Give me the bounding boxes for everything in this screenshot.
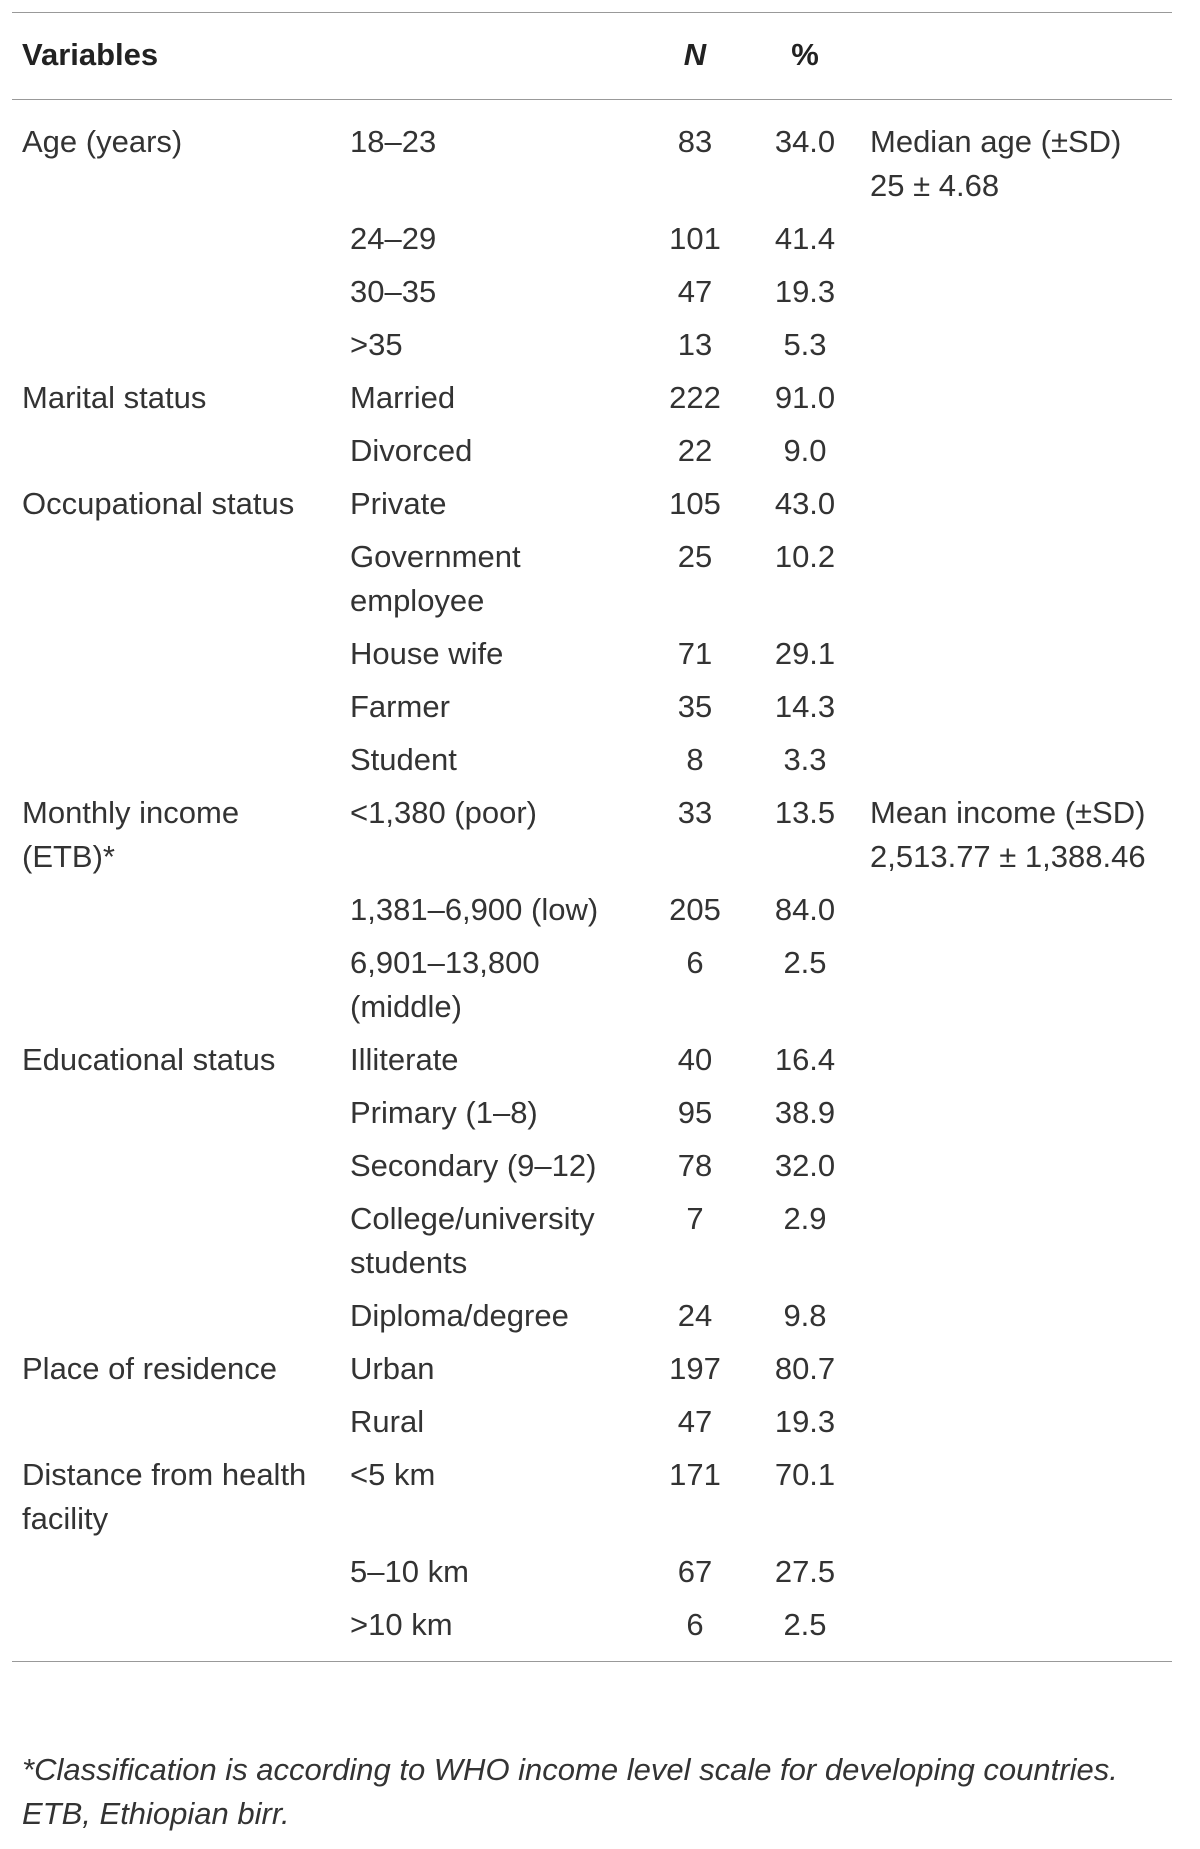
cell-category: Diploma/degree xyxy=(350,1298,569,1333)
table-row xyxy=(12,1189,1172,1286)
cell-variable xyxy=(12,1189,340,1286)
cell-percent: 3.3 xyxy=(783,742,827,777)
cell-n: 47 xyxy=(677,274,713,309)
cell-category: 5–10 km xyxy=(350,1554,469,1589)
cell-variable: Educational status xyxy=(22,1042,276,1077)
cell-note xyxy=(860,880,1172,933)
cell-note xyxy=(860,624,1172,677)
table-footnote: *Classification is according to WHO income level scale for developing countries. ETB, Ethiopian birr. xyxy=(22,1752,1118,1831)
cell-percent: 2.5 xyxy=(783,945,827,980)
table-row xyxy=(12,1339,1172,1392)
table-row xyxy=(12,933,1172,1030)
cell-note xyxy=(860,1542,1172,1595)
table-row xyxy=(12,1392,1172,1445)
cell-variable xyxy=(12,262,340,315)
cell-n: 25 xyxy=(677,539,713,574)
cell-category: <5 km xyxy=(350,1457,436,1492)
cell-variable: Age (years) xyxy=(22,124,183,159)
cell-n: 67 xyxy=(677,1554,713,1589)
table-row xyxy=(12,209,1172,262)
cell-variable xyxy=(12,209,340,262)
cell-variable: Monthly income (ETB)* xyxy=(22,795,240,874)
cell-percent: 13.5 xyxy=(774,795,836,830)
cell-category: Primary (1–8) xyxy=(350,1095,538,1130)
cell-variable xyxy=(12,527,340,624)
table-row xyxy=(12,1083,1172,1136)
cell-percent: 9.0 xyxy=(783,433,827,468)
header-n: N xyxy=(683,37,707,72)
cell-percent: 27.5 xyxy=(774,1554,836,1589)
cell-variable: Place of residence xyxy=(22,1351,278,1386)
table-row xyxy=(12,624,1172,677)
cell-category: Illiterate xyxy=(350,1042,459,1077)
cell-category: College/university students xyxy=(350,1201,595,1280)
cell-n: 47 xyxy=(677,1404,713,1439)
cell-n: 22 xyxy=(677,433,713,468)
cell-n: 35 xyxy=(677,689,713,724)
header-row xyxy=(12,13,1172,100)
cell-note xyxy=(860,1286,1172,1339)
table-row xyxy=(12,677,1172,730)
cell-note xyxy=(860,1136,1172,1189)
cell-percent: 32.0 xyxy=(774,1148,836,1183)
cell-n: 171 xyxy=(669,1457,721,1492)
cell-variable xyxy=(12,1286,340,1339)
table-row xyxy=(12,1595,1172,1662)
cell-category: 30–35 xyxy=(350,274,437,309)
table-row xyxy=(12,783,1172,880)
cell-variable xyxy=(12,1595,340,1662)
cell-n: 6 xyxy=(686,945,704,980)
cell-note xyxy=(860,209,1172,262)
cell-n: 7 xyxy=(686,1201,704,1236)
table-body xyxy=(12,100,1172,1662)
cell-variable xyxy=(12,1542,340,1595)
cell-category: >10 km xyxy=(350,1607,453,1642)
table-row xyxy=(12,527,1172,624)
cell-n: 101 xyxy=(669,221,721,256)
cell-n: 40 xyxy=(677,1042,713,1077)
cell-category: Student xyxy=(350,742,457,777)
cell-percent: 84.0 xyxy=(774,892,836,927)
cell-note xyxy=(860,730,1172,783)
cell-percent: 29.1 xyxy=(774,636,836,671)
table-row xyxy=(12,1136,1172,1189)
demographics-table xyxy=(12,12,1172,1662)
cell-note xyxy=(860,368,1172,421)
cell-percent: 14.3 xyxy=(774,689,836,724)
cell-category: Married xyxy=(350,380,456,415)
cell-category: 18–23 xyxy=(350,124,437,159)
table-row xyxy=(12,1445,1172,1542)
cell-note xyxy=(860,1445,1172,1542)
cell-category: <1,380 (poor) xyxy=(350,795,537,830)
cell-percent: 19.3 xyxy=(774,274,836,309)
header-note xyxy=(860,13,1172,100)
cell-note xyxy=(860,315,1172,368)
table-row xyxy=(12,730,1172,783)
table-row xyxy=(12,368,1172,421)
cell-n: 83 xyxy=(677,124,713,159)
cell-variable xyxy=(12,624,340,677)
table-row xyxy=(12,880,1172,933)
cell-note xyxy=(860,677,1172,730)
cell-note xyxy=(860,421,1172,474)
cell-percent: 38.9 xyxy=(774,1095,836,1130)
table-row xyxy=(12,315,1172,368)
cell-note xyxy=(860,1189,1172,1286)
cell-n: 105 xyxy=(669,486,721,521)
table-row xyxy=(12,1542,1172,1595)
cell-n: 71 xyxy=(677,636,713,671)
table-header xyxy=(12,13,1172,100)
cell-category: >35 xyxy=(350,327,403,362)
cell-note xyxy=(860,1339,1172,1392)
cell-variable: Distance from health facility xyxy=(22,1457,307,1536)
cell-category: 1,381–6,900 (low) xyxy=(350,892,599,927)
header-category xyxy=(340,13,640,100)
cell-variable xyxy=(12,421,340,474)
cell-category: Private xyxy=(350,486,447,521)
cell-variable xyxy=(12,1392,340,1445)
cell-note xyxy=(860,527,1172,624)
cell-n: 78 xyxy=(677,1148,713,1183)
cell-variable xyxy=(12,880,340,933)
cell-n: 95 xyxy=(677,1095,713,1130)
cell-note xyxy=(860,1595,1172,1662)
cell-category: House wife xyxy=(350,636,504,671)
cell-variable xyxy=(12,677,340,730)
table-row xyxy=(12,262,1172,315)
cell-category: Farmer xyxy=(350,689,450,724)
cell-category: Rural xyxy=(350,1404,425,1439)
table-row xyxy=(12,1030,1172,1083)
cell-percent: 70.1 xyxy=(774,1457,836,1492)
cell-n: 33 xyxy=(677,795,713,830)
cell-percent: 34.0 xyxy=(774,124,836,159)
header-variables: Variables xyxy=(22,37,159,72)
cell-category: 6,901–13,800 (middle) xyxy=(350,945,540,1024)
cell-n: 222 xyxy=(669,380,721,415)
cell-n: 197 xyxy=(669,1351,721,1386)
cell-variable: Marital status xyxy=(22,380,207,415)
cell-percent: 2.9 xyxy=(783,1201,827,1236)
cell-variable xyxy=(12,933,340,1030)
cell-note xyxy=(860,1392,1172,1445)
cell-percent: 16.4 xyxy=(774,1042,836,1077)
cell-variable xyxy=(12,1136,340,1189)
table-row xyxy=(12,100,1172,210)
cell-percent: 19.3 xyxy=(774,1404,836,1439)
cell-note xyxy=(860,1083,1172,1136)
cell-percent: 9.8 xyxy=(783,1298,827,1333)
cell-percent: 80.7 xyxy=(774,1351,836,1386)
cell-variable: Occupational status xyxy=(22,486,295,521)
cell-category: Divorced xyxy=(350,433,473,468)
cell-category: Government employee xyxy=(350,539,521,618)
cell-n: 13 xyxy=(677,327,713,362)
cell-variable xyxy=(12,1083,340,1136)
header-percent: % xyxy=(791,37,819,72)
cell-percent: 91.0 xyxy=(774,380,836,415)
cell-note: Median age (±SD) 25 ± 4.68 xyxy=(870,124,1122,203)
cell-variable xyxy=(12,315,340,368)
cell-note xyxy=(860,474,1172,527)
cell-percent: 10.2 xyxy=(774,539,836,574)
cell-category: 24–29 xyxy=(350,221,437,256)
cell-percent: 2.5 xyxy=(783,1607,827,1642)
table-row xyxy=(12,421,1172,474)
cell-n: 6 xyxy=(686,1607,704,1642)
cell-percent: 41.4 xyxy=(774,221,836,256)
cell-note xyxy=(860,1030,1172,1083)
table-row xyxy=(12,474,1172,527)
cell-n: 8 xyxy=(686,742,704,777)
cell-percent: 5.3 xyxy=(783,327,827,362)
cell-n: 205 xyxy=(669,892,721,927)
cell-category: Secondary (9–12) xyxy=(350,1148,597,1183)
cell-note xyxy=(860,933,1172,1030)
cell-percent: 43.0 xyxy=(774,486,836,521)
cell-variable xyxy=(12,730,340,783)
cell-note xyxy=(860,262,1172,315)
table-row xyxy=(12,1286,1172,1339)
cell-category: Urban xyxy=(350,1351,435,1386)
cell-n: 24 xyxy=(677,1298,713,1333)
cell-note: Mean income (±SD) 2,513.77 ± 1,388.46 xyxy=(870,795,1146,874)
